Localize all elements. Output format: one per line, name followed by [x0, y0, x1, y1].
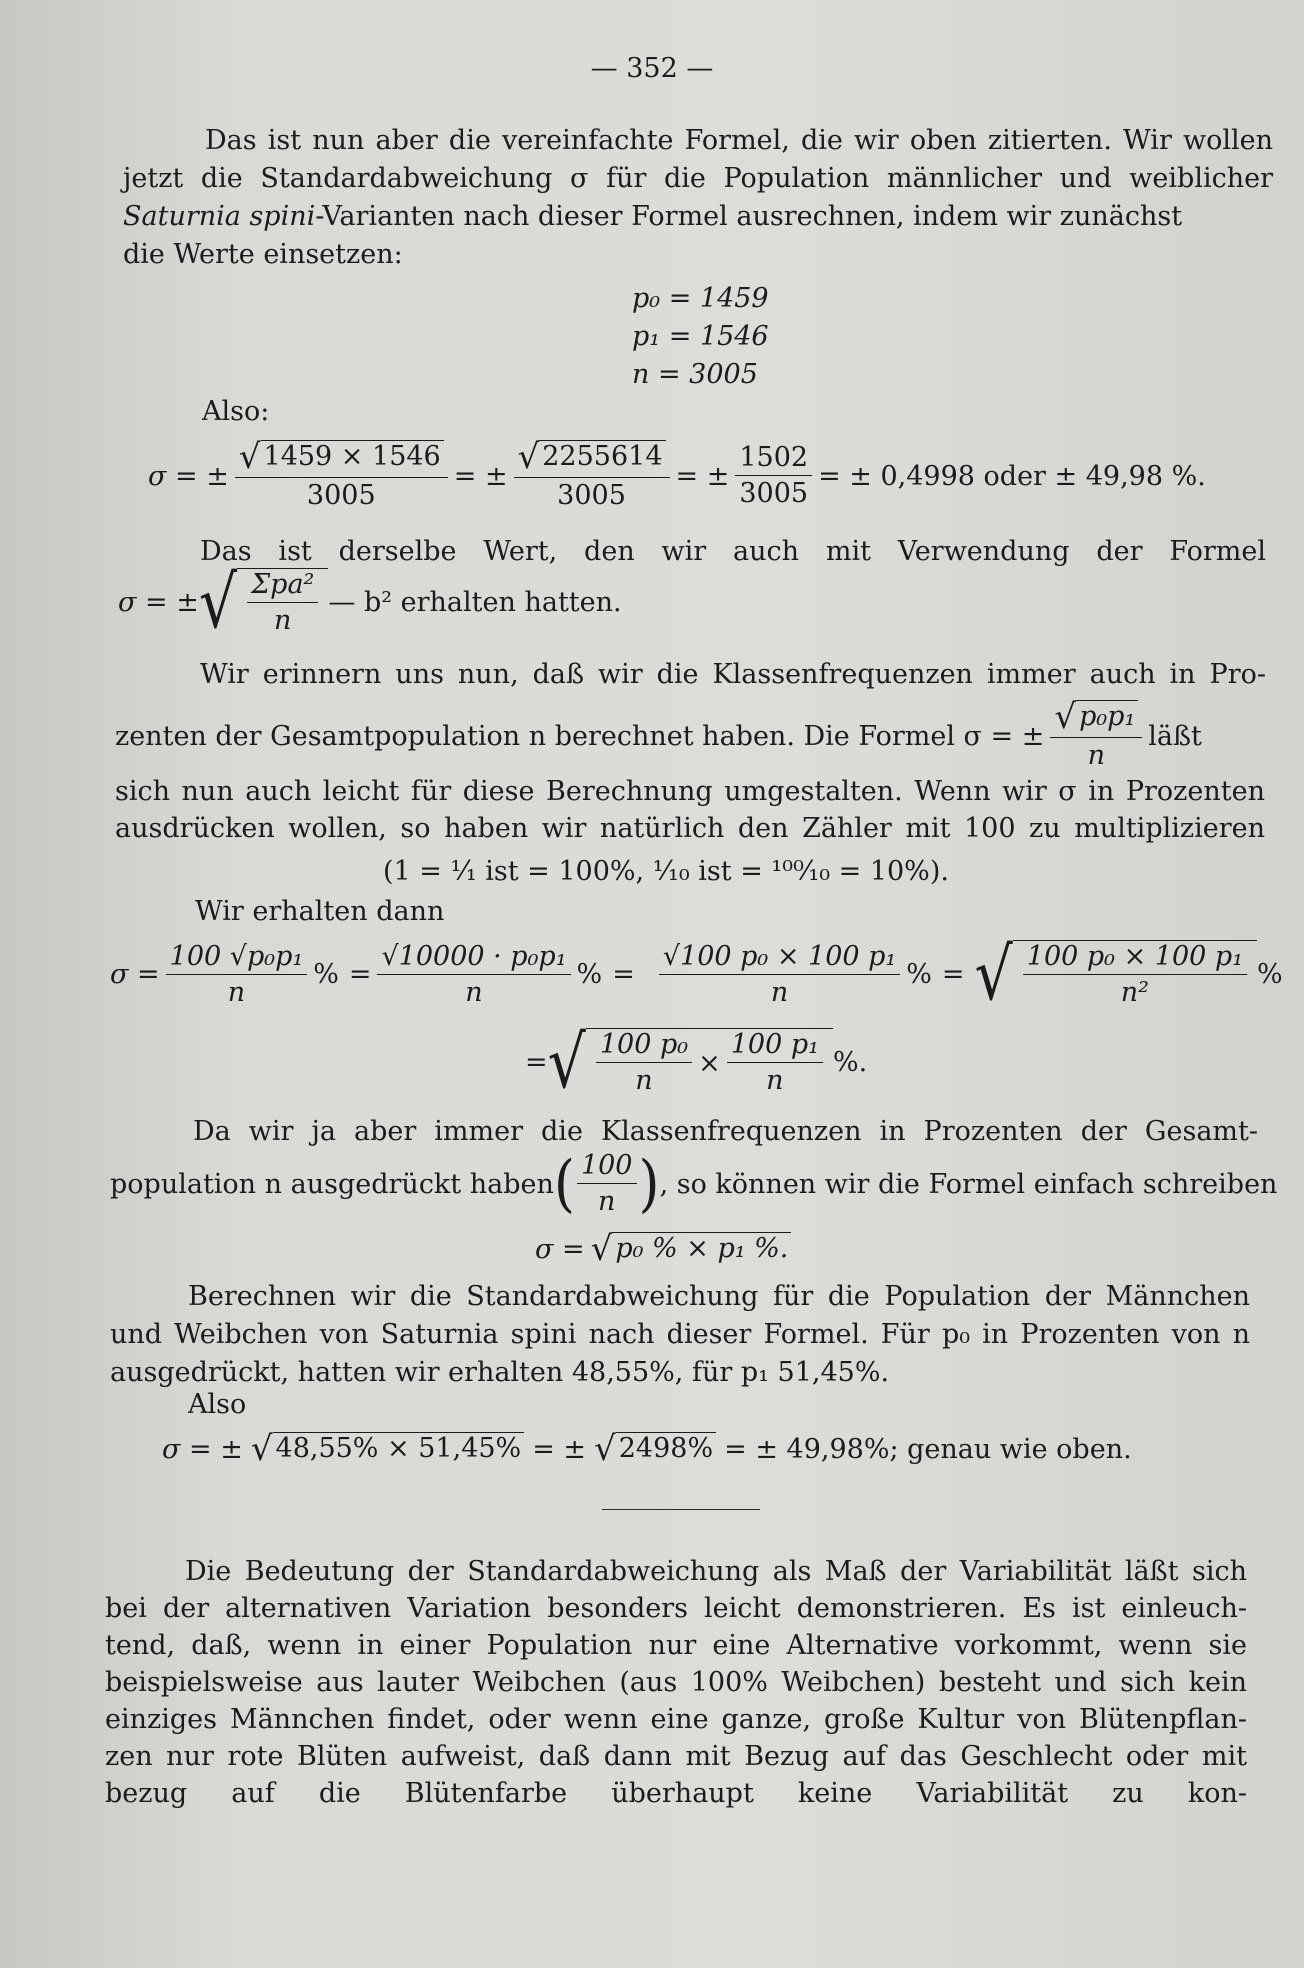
formula-inline-sigma: [118, 560, 622, 645]
eq2-radical: √: [974, 932, 1013, 1017]
equation-2-row-1: [110, 932, 1283, 1017]
eq1-fraction-2: √ 2255614 3005: [514, 440, 670, 512]
eq2-t3-den: n: [770, 976, 789, 1008]
eq3-radicand: p₀ % × p₁ %.: [612, 1232, 791, 1265]
paragraph-6-line-2: bei der alternativen Variation besonders leicht demonstrieren. Es ist einleuch-: [105, 1593, 1247, 1624]
eq2-eq-1: =: [348, 959, 372, 990]
paragraph-4-line-2-end: , so können wir die Formel einfach schreiben: [659, 1168, 1278, 1200]
eq2-t2-num: √10000 · p₀p₁: [377, 941, 570, 975]
eq4-radicand-1: 48,55% × 51,45%: [273, 1432, 525, 1465]
page-number: — 352 —: [590, 53, 714, 84]
eq2-end: %.: [832, 1047, 868, 1078]
equation-2-row-2: [525, 1020, 868, 1105]
inline-fraction-den: n: [1087, 740, 1106, 771]
paragraph-5-line-3: ausgedrückt, hatten wir erhalten 48,55%, für p₁ 51,45%.: [110, 1357, 890, 1388]
eq2-times: ×: [698, 1047, 721, 1079]
paragraph-6-line-3: tend, daß, wenn in einer Population nur eine Alternative vorkommt, wenn sie: [105, 1630, 1247, 1661]
paragraph-6-line-7: bezug auf die Blütenfarbe überhaupt keine Variabilität zu kon-: [105, 1778, 1247, 1809]
eq1-num1: 1459 × 1546: [261, 440, 444, 473]
eq2-t5-den: n: [635, 1065, 653, 1096]
equation-1: [148, 437, 1206, 512]
eq1-fraction-1: √ 1459 × 1546 3005: [235, 440, 448, 512]
paragraph-1-line-1: Das ist nun aber die vereinfachte Formel, die wir oben zitierten. Wir wollen: [205, 125, 1273, 156]
paragraph-6-line-4: beispielsweise aus lauter Weibchen (aus 100% Weibchen) besteht und sich kein: [105, 1667, 1247, 1698]
eq2-t4-den: n²: [1120, 977, 1150, 1008]
right-paren: ): [638, 1147, 660, 1220]
paragraph-4-line-2-text: population n ausgedrückt haben: [110, 1168, 554, 1200]
paragraph-6-line-5: einziges Männchen findet, oder wenn eine ganze, große Kultur von Blütenpflan-: [105, 1704, 1247, 1735]
value-p0: p₀ = 1459: [632, 283, 769, 314]
eq2-row2-radical: √: [547, 1020, 586, 1105]
value-p1: p₁ = 1546: [632, 321, 769, 352]
paragraph-5-line-1: Berechnen wir die Standardabweichung für die Population der Männchen: [188, 1281, 1250, 1312]
paragraph-1-line-4: die Werte einsetzen:: [123, 239, 403, 270]
formula-num: Σpa²: [247, 569, 318, 603]
eq2-t6-den: n: [766, 1065, 784, 1096]
paren-fraction-num: 100: [577, 1150, 637, 1184]
section-divider: [602, 1509, 760, 1510]
paragraph-4-line-2: [110, 1147, 1278, 1220]
eq3-lhs: σ =: [535, 1233, 585, 1265]
inline-fraction: √ p₀p₁ n: [1050, 700, 1142, 772]
eq2-t3-num: √100 p₀ × 100 p₁: [659, 941, 900, 975]
paragraph-2-line-1: Das ist derselbe Wert, den wir auch mit Verwendung der Formel: [200, 536, 1266, 567]
eq2-t5-num: 100 p₀: [596, 1029, 692, 1063]
formula-radicand: [237, 568, 328, 637]
paragraph-1-line-3: [123, 200, 1182, 234]
paragraph-3-line-6: Wir erhalten dann: [195, 896, 445, 927]
paragraph-3-line-5: (1 = ¹⁄₁ ist = 100%, ¹⁄₁₀ ist = ¹⁰⁰⁄₁₀ = 10%).: [383, 856, 949, 887]
radical-sign: √: [198, 560, 238, 645]
paragraph-5-line-2: und Weibchen von Saturnia spini nach dieser Formel. Für p₀ in Prozenten von n: [110, 1319, 1250, 1350]
eq4-radicand-2: 2498%: [616, 1432, 716, 1465]
eq1-den3: 3005: [739, 478, 809, 509]
eq1-num2: 2255614: [539, 440, 665, 473]
eq1-lhs: σ = ±: [148, 460, 229, 492]
paragraph-3-line-3: sich nun auch leicht für diese Berechnung umgestalten. Wenn wir σ in Prozenten: [115, 776, 1265, 807]
paragraph-1-line-2: jetzt die Standardabweichung σ für die Population männlicher und weiblicher: [123, 163, 1273, 194]
eq2-t1-num: 100 √p₀p₁: [166, 941, 308, 975]
paragraph-3-line-1: Wir erinnern uns nun, daß wir die Klassenfrequenzen immer auch in Pro-: [200, 659, 1266, 690]
eq2-pct-1: %: [313, 959, 339, 990]
eq1-fraction-3: [735, 442, 812, 510]
eq2-row2-eq: =: [525, 1047, 548, 1078]
paragraph-6-line-1: Die Bedeutung der Standardabweichung als Maß der Variabilität läßt sich: [185, 1556, 1247, 1587]
eq2-t1-den: n: [227, 976, 246, 1008]
paragraph-4-line-1: Da wir ja aber immer die Klassenfrequenzen in Prozenten der Gesamt-: [193, 1116, 1258, 1147]
eq4-lhs: σ = ±: [162, 1433, 243, 1465]
eq2-eq-3: =: [941, 959, 965, 990]
paragraph-3-line-2-text: zenten der Gesamtpopulation n berechnet haben. Die Formel σ = ±: [115, 720, 1045, 752]
paragraph-3-line-2: [115, 697, 1202, 772]
paren-fraction-den: n: [598, 1186, 616, 1217]
species-name: Saturnia spini: [123, 201, 316, 232]
also-label-2: Also: [188, 1389, 247, 1420]
equation-3: σ = √ p₀ % × p₁ %.: [535, 1232, 791, 1266]
eq1-num3: 1502: [735, 442, 812, 476]
eq1-eq-pm: = ±: [453, 460, 508, 492]
eq1-result: = ± 0,4998 oder ± 49,98 %.: [818, 460, 1206, 492]
eq4-result: = ± 49,98%; genau wie oben.: [724, 1433, 1132, 1465]
eq2-t6-num: 100 p₁: [727, 1029, 823, 1063]
eq1-den1: 3005: [306, 480, 376, 511]
eq4-mid: = ±: [532, 1433, 587, 1465]
also-label-1: Also:: [202, 396, 270, 427]
inline-fraction-num: p₀p₁: [1076, 700, 1138, 733]
eq2-lhs: σ =: [110, 959, 160, 990]
eq1-den2: 3005: [557, 480, 626, 511]
left-paren: (: [553, 1147, 575, 1220]
eq2-pct-3: %: [906, 959, 932, 990]
eq2-t2-den: n: [465, 976, 483, 1008]
paragraph-3-line-4: ausdrücken wollen, so haben wir natürlich den Zähler mit 100 zu multiplizieren: [115, 813, 1265, 844]
eq2-pct-2: %: [576, 959, 603, 990]
eq2-t4-num: 100 p₀ × 100 p₁: [1023, 941, 1247, 975]
paragraph-1-line-3-text: -Varianten nach dieser Formel ausrechnen, indem wir zunächst: [315, 201, 1183, 232]
value-n: n = 3005: [632, 359, 758, 390]
eq1-eq-pm-2: = ±: [675, 460, 730, 492]
formula-den: n: [274, 605, 292, 636]
formula-lhs: σ = ±: [118, 587, 199, 618]
equation-4: σ = ± √ 48,55% × 51,45% = ± √ 2498% = ± 49,98%; genau wie oben.: [162, 1429, 1132, 1469]
eq2-pct-4: %: [1257, 959, 1283, 990]
eq2-eq-2: =: [612, 959, 635, 990]
paragraph-6-line-6: zen nur rote Blüten aufweist, daß dann mit Bezug auf das Geschlecht oder mit: [105, 1741, 1247, 1772]
paragraph-3-line-2-end: läßt: [1148, 720, 1202, 752]
formula-tail: — b² erhalten hatten.: [328, 587, 622, 618]
